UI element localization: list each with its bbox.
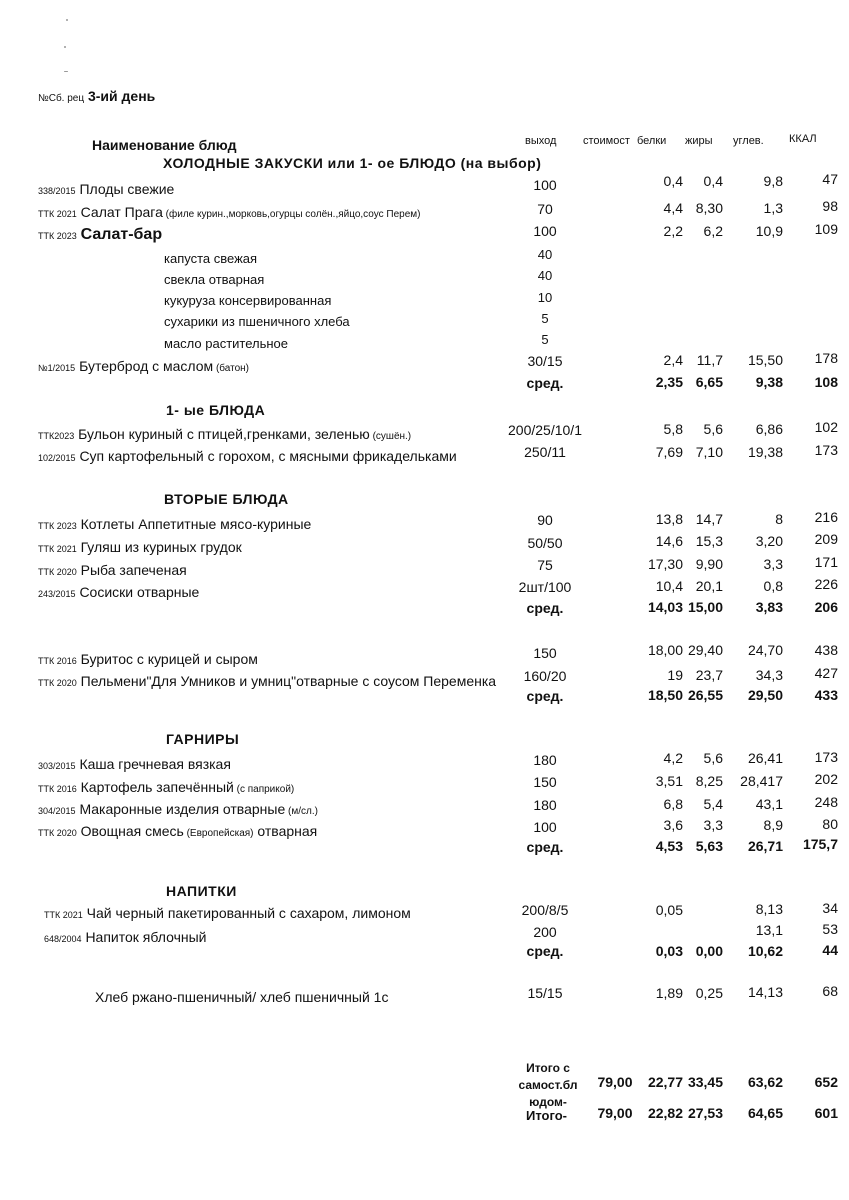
total-label-line: юдом- [529, 1095, 567, 1109]
table-row [38, 779, 294, 795]
average-kcal: 433 [814, 687, 838, 703]
protein-value: 4,2 [663, 750, 683, 766]
fat-value: 0,4 [703, 173, 723, 189]
recipe-code: №1/2015 [38, 363, 76, 373]
total-kcal: 601 [814, 1105, 838, 1121]
average-label: сред. [526, 839, 564, 855]
average-carbs: 10,62 [747, 943, 783, 959]
average-fat: 6,65 [695, 374, 723, 390]
recipe-code: ТТК 2021 [38, 209, 77, 219]
average-carbs: 9,38 [755, 374, 783, 390]
recipe-code: 648/2004 [44, 934, 82, 944]
dish-note: (сушён.) [369, 431, 412, 442]
recipe-code: 243/2015 [38, 589, 76, 599]
dish-name: Пельмени"Для Умников и умниц"отварные с соусом Переменка [80, 673, 497, 689]
average-protein: 4,53 [655, 838, 683, 854]
kcal-value: 47 [822, 171, 838, 187]
scan-speck [64, 46, 66, 48]
kcal-value: 53 [822, 921, 838, 937]
total-label-line: самост.бл [518, 1078, 578, 1092]
table-row [44, 905, 411, 921]
average-kcal: 175,7 [802, 836, 838, 852]
total-cost: 79,00 [597, 1105, 633, 1121]
carbs-value: 34,3 [755, 667, 783, 683]
total-fat: 33,45 [687, 1074, 723, 1090]
kcal-value: 226 [814, 576, 838, 592]
table-row [38, 823, 317, 839]
column-fat-header: жиры [685, 135, 713, 147]
output-value: 30/15 [527, 353, 563, 369]
total-kcal: 652 [814, 1074, 838, 1090]
recipe-number-label: №Сб. рец [38, 93, 85, 104]
recipe-code: 304/2015 [38, 806, 76, 816]
protein-value: 10,4 [655, 578, 683, 594]
dish-name: Сосиски отварные [79, 584, 200, 600]
carbs-value: 19,38 [747, 444, 783, 460]
fat-value: 5,6 [703, 421, 723, 437]
kcal-value: 173 [814, 749, 838, 765]
protein-value: 18,00 [647, 642, 683, 658]
output-value: 50/50 [527, 535, 563, 551]
kcal-value: 80 [822, 816, 838, 832]
carbs-value: 26,41 [747, 750, 783, 766]
fat-value: 0,25 [695, 985, 723, 1001]
average-protein: 14,03 [647, 599, 683, 615]
column-carbs-header: углев. [733, 135, 764, 147]
kcal-value: 109 [814, 221, 838, 237]
total-cost: 79,00 [597, 1074, 633, 1090]
table-row [44, 929, 206, 945]
output-value: 200/25/10/1 [508, 422, 582, 438]
dish-name: Рыба запеченая [80, 562, 187, 578]
dish-name: Салат-бар [80, 226, 163, 243]
protein-value: 4,4 [663, 200, 683, 216]
fat-value: 5,6 [703, 750, 723, 766]
protein-value: 3,51 [655, 773, 683, 789]
table-row [38, 181, 174, 197]
fat-value: 20,1 [695, 578, 723, 594]
average-fat: 0,00 [695, 943, 723, 959]
carbs-value: 8,13 [755, 901, 783, 917]
column-cost-header: стоимост [583, 135, 630, 147]
fat-value: 29,40 [687, 642, 723, 658]
kcal-value: 102 [814, 419, 838, 435]
average-label: сред. [526, 943, 564, 959]
kcal-value: 98 [822, 198, 838, 214]
average-fat: 15,00 [687, 599, 723, 615]
scan-speck [64, 71, 68, 72]
average-protein: 2,35 [655, 374, 683, 390]
dish-name: Суп картофельный с горохом, с мясными фрикадельками [79, 448, 457, 464]
dish-name: Чай черный пакетированный с сахаром, лимоном [86, 905, 411, 921]
protein-value: 0,4 [663, 173, 683, 189]
output-value: 180 [533, 797, 557, 813]
salad-bar-output: 40 [537, 247, 553, 262]
section-cold-title: ХОЛОДНЫЕ ЗАКУСКИ или 1- ое БЛЮДО (на выбор) [163, 155, 542, 171]
average-label: сред. [526, 375, 564, 391]
column-output-header: выход [525, 135, 557, 147]
section-garnish-title: ГАРНИРЫ [166, 731, 240, 747]
output-value: 150 [533, 774, 557, 790]
dish-name: Напиток яблочный [85, 929, 207, 945]
table-row [38, 204, 420, 220]
carbs-value: 15,50 [747, 352, 783, 368]
output-value: 100 [533, 177, 557, 193]
average-protein: 0,03 [655, 943, 683, 959]
carbs-value: 6,86 [755, 421, 783, 437]
recipe-code: ТТК2023 [38, 431, 75, 441]
kcal-value: 209 [814, 531, 838, 547]
total-self-cost-label [510, 1060, 586, 1111]
kcal-value: 171 [814, 554, 838, 570]
dish-name: Буритос с курицей и сыром [80, 651, 258, 667]
salad-bar-output: 40 [537, 268, 553, 283]
carbs-value: 43,1 [755, 796, 783, 812]
dish-name: Гуляш из куриных грудок [80, 539, 242, 555]
kcal-value: 202 [814, 771, 838, 787]
dish-name: Каша гречневая вязкая [79, 756, 231, 772]
total-label-line: Итого с [526, 1061, 570, 1075]
fat-value: 5,4 [703, 796, 723, 812]
recipe-code: ТТК 2016 [38, 784, 77, 794]
carbs-value: 14,13 [747, 984, 783, 1000]
table-row [38, 448, 457, 464]
total-protein: 22,77 [647, 1074, 683, 1090]
average-fat: 26,55 [687, 687, 723, 703]
table-row [38, 562, 187, 578]
output-value: 180 [533, 752, 557, 768]
output-value: 150 [533, 645, 557, 661]
kcal-value: 438 [814, 642, 838, 658]
total-carbs: 63,62 [747, 1074, 783, 1090]
recipe-code: 338/2015 [38, 186, 76, 196]
carbs-value: 28,417 [740, 773, 783, 789]
fat-value: 15,3 [695, 533, 723, 549]
total-protein: 22,82 [647, 1105, 683, 1121]
table-row [38, 801, 318, 817]
dish-name-suffix: отварная [253, 823, 318, 839]
output-value: 2шт/100 [518, 579, 572, 595]
dish-note: (Европейская) [183, 828, 254, 839]
table-row [38, 756, 231, 772]
protein-value: 2,2 [663, 223, 683, 239]
carbs-value: 3,20 [755, 533, 783, 549]
average-label: сред. [526, 688, 564, 704]
salad-bar-output: 5 [541, 311, 549, 326]
output-value: 200/8/5 [521, 902, 569, 918]
average-kcal: 44 [822, 942, 838, 958]
carbs-value: 9,8 [763, 173, 783, 189]
output-value: 100 [533, 223, 557, 239]
average-fat: 5,63 [695, 838, 723, 854]
day-title: 3-ий день [87, 88, 156, 104]
recipe-code: ТТК 2020 [38, 567, 77, 577]
table-row [38, 358, 249, 374]
dish-note: (филе курин.,морковь,огурцы солён.,яйцо,соус Перем) [162, 209, 421, 220]
fat-value: 7,10 [695, 444, 723, 460]
carbs-value: 13,1 [755, 922, 783, 938]
average-protein: 18,50 [647, 687, 683, 703]
output-value: 100 [533, 819, 557, 835]
average-carbs: 26,71 [747, 838, 783, 854]
average-carbs: 29,50 [747, 687, 783, 703]
recipe-code: ТТК 2021 [44, 910, 83, 920]
table-row [38, 651, 258, 667]
salad-bar-item: масло растительное [164, 336, 289, 351]
dish-name: Макаронные изделия отварные [79, 801, 286, 817]
salad-bar-output: 10 [537, 290, 553, 305]
dish-note: (с паприкой) [233, 784, 295, 795]
protein-value: 19 [667, 667, 683, 683]
dish-name: Бульон куриный с птицей,гренками, зеленью [78, 426, 370, 442]
recipe-code: ТТК 2020 [38, 828, 77, 838]
section-second-title: ВТОРЫЕ БЛЮДА [164, 491, 289, 507]
salad-bar-item: кукуруза консервированная [164, 293, 332, 308]
kcal-value: 178 [814, 350, 838, 366]
recipe-code: ТТК 2021 [38, 544, 77, 554]
protein-value: 1,89 [655, 985, 683, 1001]
salad-bar-item: свекла отварная [164, 272, 265, 287]
table-row [38, 673, 496, 689]
protein-value: 17,30 [647, 556, 683, 572]
total-fat: 27,53 [687, 1105, 723, 1121]
carbs-value: 3,3 [763, 556, 783, 572]
salad-bar-output: 5 [541, 332, 549, 347]
recipe-code: ТТК 2023 [38, 521, 77, 531]
dish-name: Бутерброд с маслом [79, 358, 214, 374]
dish-name: Котлеты Аппетитные мясо-куриные [80, 516, 312, 532]
table-row [38, 226, 162, 244]
fat-value: 8,30 [695, 200, 723, 216]
protein-value: 13,8 [655, 511, 683, 527]
output-value: 70 [537, 201, 553, 217]
dish-note: (м/сл.) [285, 806, 318, 817]
salad-bar-item: капуста свежая [164, 251, 258, 266]
salad-bar-item: сухарики из пшеничного хлеба [164, 314, 350, 329]
protein-value: 0,05 [655, 902, 683, 918]
section-drinks-title: НАПИТКИ [166, 883, 237, 899]
column-protein-header: белки [637, 135, 667, 147]
kcal-value: 248 [814, 794, 838, 810]
output-value: 15/15 [527, 985, 563, 1001]
bread-row-name: Хлеб ржано-пшеничный/ хлеб пшеничный 1с [95, 989, 389, 1005]
table-row [38, 426, 411, 442]
kcal-value: 68 [822, 983, 838, 999]
recipe-code: 303/2015 [38, 761, 76, 771]
fat-value: 6,2 [703, 223, 723, 239]
fat-value: 9,90 [695, 556, 723, 572]
carbs-value: 1,3 [763, 200, 783, 216]
dish-name: Овощная смесь [80, 823, 184, 839]
scan-speck [66, 19, 68, 21]
dish-name: Картофель запечённый [80, 779, 234, 795]
table-row [38, 516, 311, 532]
dish-name: Плоды свежие [79, 181, 175, 197]
average-kcal: 206 [814, 599, 838, 615]
total-carbs: 64,65 [747, 1105, 783, 1121]
kcal-value: 173 [814, 442, 838, 458]
carbs-value: 24,70 [747, 642, 783, 658]
dish-name: Салат Прага [80, 204, 163, 220]
fat-value: 8,25 [695, 773, 723, 789]
fat-value: 23,7 [695, 667, 723, 683]
carbs-value: 10,9 [755, 223, 783, 239]
kcal-value: 427 [814, 665, 838, 681]
recipe-code: ТТК 2016 [38, 656, 77, 666]
output-value: 75 [537, 557, 553, 573]
fat-value: 11,7 [696, 352, 723, 368]
protein-value: 6,8 [663, 796, 683, 812]
recipe-code: ТТК 2020 [38, 678, 77, 688]
dish-note: (батон) [213, 363, 250, 374]
output-value: 90 [537, 512, 553, 528]
output-value: 160/20 [523, 668, 567, 684]
protein-value: 3,6 [663, 817, 683, 833]
kcal-value: 216 [814, 509, 838, 525]
carbs-value: 0,8 [763, 578, 783, 594]
recipe-code: ТТК 2023 [38, 231, 77, 241]
protein-value: 2,4 [663, 352, 683, 368]
protein-value: 7,69 [655, 444, 683, 460]
total-label: Итого- [526, 1108, 567, 1123]
fat-value: 14,7 [695, 511, 723, 527]
protein-value: 5,8 [663, 421, 683, 437]
table-row [38, 539, 242, 555]
section-first-title: 1- ые БЛЮДА [166, 402, 266, 418]
fat-value: 3,3 [703, 817, 723, 833]
recipe-code: 102/2015 [38, 453, 76, 463]
carbs-value: 8,9 [763, 817, 783, 833]
page-header [38, 88, 155, 104]
column-name-header: Наименование блюд [92, 137, 237, 153]
column-kcal-header: ККАЛ [789, 133, 817, 145]
output-value: 200 [533, 924, 557, 940]
kcal-value: 34 [822, 900, 838, 916]
average-label: сред. [526, 600, 564, 616]
table-row [38, 584, 199, 600]
carbs-value: 8 [775, 511, 783, 527]
average-carbs: 3,83 [755, 599, 783, 615]
protein-value: 14,6 [655, 533, 683, 549]
average-kcal: 108 [814, 374, 838, 390]
output-value: 250/11 [524, 444, 566, 460]
